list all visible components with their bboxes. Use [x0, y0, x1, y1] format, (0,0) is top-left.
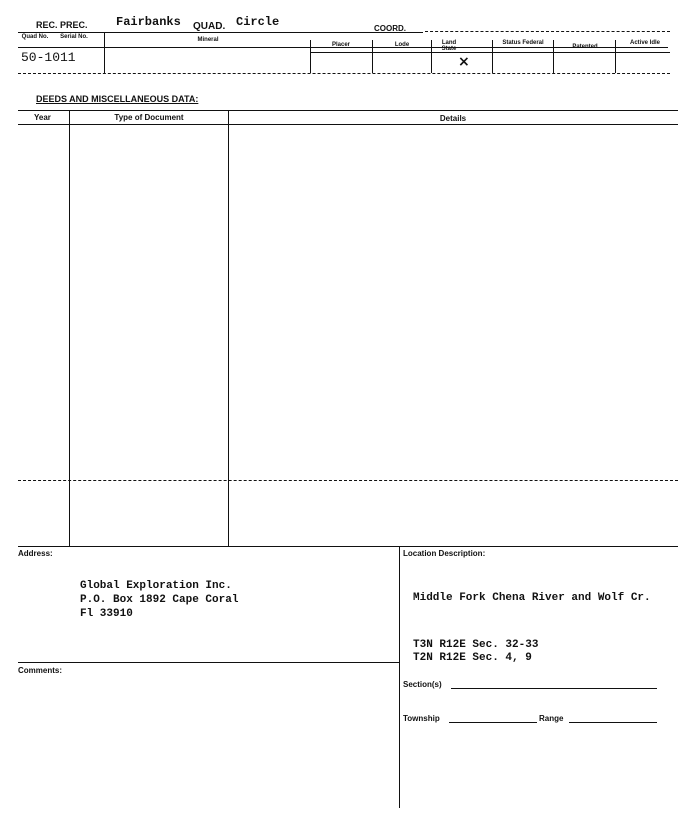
- comments-top-rule: [18, 662, 399, 663]
- header-divider-3: [372, 40, 373, 73]
- header-bottom-dashed: [18, 73, 670, 74]
- header-mid-rule: [18, 47, 668, 48]
- col-lode: Lode: [394, 42, 410, 48]
- header-divider-4: [431, 40, 432, 73]
- col-land-status: Land State: [441, 40, 457, 52]
- deeds-header-rule: [18, 124, 678, 125]
- sections-label: Section(s): [403, 680, 442, 689]
- quad-serial-value: 50-1011: [21, 50, 76, 65]
- location-label: Location Description:: [403, 549, 486, 558]
- address-line-1: Global Exploration Inc.: [80, 580, 232, 592]
- deeds-col-year: Year: [34, 113, 51, 122]
- col-patented: Patented: [572, 44, 598, 50]
- deeds-col-details: Details: [439, 114, 467, 123]
- col-mineral: Mineral: [197, 37, 219, 43]
- deeds-title: DEEDS AND MISCELLANEOUS DATA:: [36, 94, 199, 104]
- header-divider-2: [310, 40, 311, 73]
- header-divider-1: [104, 33, 105, 73]
- sections-fill-line: [451, 688, 657, 689]
- header-sub-rule: [310, 52, 670, 53]
- bottom-divider: [399, 546, 400, 808]
- township-fill-line: [449, 722, 537, 723]
- deeds-col-type: Type of Document: [114, 113, 184, 122]
- land-status-mark: ×: [458, 54, 470, 70]
- location-line-2: T2N R12E Sec. 4, 9: [413, 652, 532, 664]
- header-divider-7: [615, 40, 616, 73]
- rec-prec-value: Fairbanks: [116, 15, 181, 29]
- quad-label: QUAD.: [193, 21, 226, 32]
- col-placer: Placer: [331, 42, 350, 48]
- coord-dashed-line: [425, 31, 670, 32]
- range-fill-line: [569, 722, 657, 723]
- col-serial-no: Serial No.: [60, 34, 88, 40]
- rec-prec-label: REC. PREC.: [36, 20, 88, 30]
- township-label: Township: [403, 714, 440, 723]
- location-line-1: T3N R12E Sec. 32-33: [413, 639, 539, 651]
- header-top-rule: [18, 32, 423, 33]
- address-line-3: Fl 33910: [80, 608, 133, 620]
- address-line-2: P.O. Box 1892 Cape Coral: [80, 594, 239, 606]
- col-active: Active Idle: [630, 40, 661, 46]
- deeds-top-rule: [18, 110, 678, 111]
- col-status: Status Federal: [502, 40, 544, 46]
- quad-value: Circle: [236, 15, 280, 29]
- col-quad-no: Quad No.: [21, 34, 49, 40]
- address-label: Address:: [18, 549, 53, 558]
- range-label: Range: [539, 714, 564, 723]
- header-divider-5: [492, 40, 493, 73]
- coord-label: COORD.: [374, 24, 406, 33]
- comments-label: Comments:: [18, 666, 63, 675]
- location-description: Middle Fork Chena River and Wolf Cr.: [413, 592, 651, 604]
- deeds-dashed-rule: [18, 480, 678, 481]
- header-divider-6: [553, 40, 554, 73]
- deeds-bottom-rule: [18, 546, 678, 547]
